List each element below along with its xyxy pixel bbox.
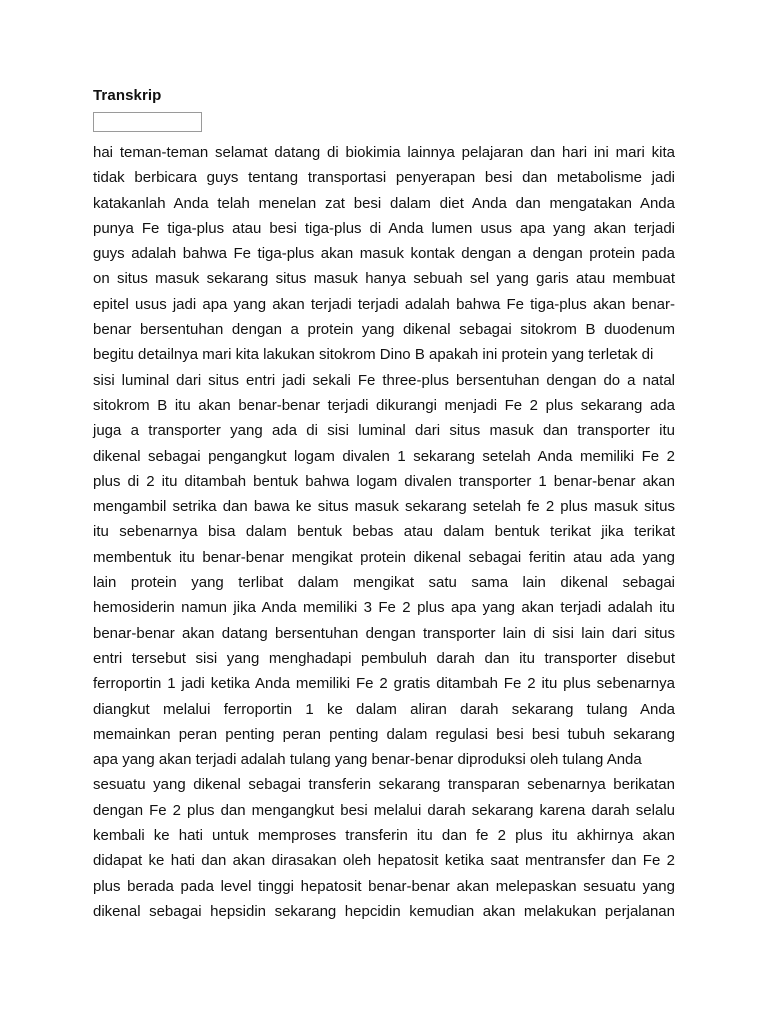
transcript-line: begitu detailnya mari kita lakukan sitokrom Dino B apakah ini protein yang terletak di [93,346,654,364]
transcript-line: hemosiderin namun jika Anda memiliki 3 Fe 2 plus apa yang akan terjadi adalah itu [93,599,675,617]
transcript-line: kembali ke hati untuk memproses transferin itu dan fe 2 plus itu akhirnya akan [93,827,675,845]
transcript-line: entri tersebut sisi yang menghadapi pembuluh darah dan itu transporter disebut [93,649,675,667]
transcript-body [93,140,675,924]
transcript-line: punya Fe tiga-plus atau besi tiga-plus di Anda lumen usus apa yang akan terjadi [93,219,675,237]
transcript-line: ferroportin 1 jadi ketika Anda memiliki Fe 2 gratis ditambah Fe 2 itu plus sebenarnya [93,675,675,693]
transcript-line: dengan Fe 2 plus dan mengangkut besi melalui darah sekarang karena darah selalu [93,801,675,819]
empty-field-box [93,112,202,132]
transcript-line: sitokrom B itu akan benar-benar terjadi dikurangi menjadi Fe 2 plus sekarang ada [93,396,675,414]
transcript-line: membentuk itu benar-benar mengikat protein dikenal sebagai feritin atau ada yang [93,548,675,566]
transcript-line: memainkan peran penting peran penting dalam regulasi besi besi tubuh sekarang [93,725,675,743]
transcript-line: guys adalah bahwa Fe tiga-plus akan masuk kontak dengan a dengan protein pada [93,245,675,263]
transcript-line: mengambil setrika dan bawa ke situs masuk sekarang setelah fe 2 plus masuk situs [93,498,675,516]
transcript-line: hai teman-teman selamat datang di biokimia lainnya pelajaran dan hari ini mari kita [93,144,675,161]
document-title: Transkrip [93,87,162,104]
transcript-line: apa yang akan terjadi adalah tulang yang benar-benar diproduksi oleh tulang Anda [93,751,642,769]
transcript-line: dikenal sebagai pengangkut logam divalen 1 sekarang setelah Anda memiliki Fe 2 [93,447,675,465]
transcript-line: plus di 2 itu ditambah bentuk bahwa logam divalen transporter 1 benar-benar akan [93,472,675,490]
transcript-line: dikenal sebagai hepsidin sekarang hepcidin kemudian akan melakukan perjalanan [93,902,675,920]
transcript-line: katakanlah Anda telah menelan zat besi dalam diet Anda dan mengatakan Anda [93,194,675,212]
transcript-line: lain protein yang terlibat dalam mengikat satu sama lain dikenal sebagai [93,574,675,592]
transcript-line: plus berada pada level tinggi hepatosit benar-benar akan melepaskan sesuatu yang [93,877,675,895]
transcript-line: tidak berbicara guys tentang transportasi penyerapan besi dan metabolisme jadi [93,169,675,187]
transcript-line: diangkut melalui ferroportin 1 ke dalam aliran darah sekarang tulang Anda [93,700,675,718]
transcript-line: itu sebenarnya bisa dalam bentuk bebas atau dalam bentuk terikat jika terikat [93,523,675,541]
transcript-line: epitel usus jadi apa yang akan terjadi terjadi adalah bahwa Fe tiga-plus akan benar- [93,295,675,313]
transcript-line: sesuatu yang dikenal sebagai transferin sekarang transparan sebenarnya berikatan [93,776,675,794]
transcript-line: juga a transporter yang ada di sisi luminal dari situs masuk dan transporter itu [93,422,675,440]
transcript-line: on situs masuk sekarang situs masuk hanya sebuah sel yang garis atau membuat [93,270,675,288]
transcript-line: didapat ke hati dan akan dirasakan oleh hepatosit ketika saat mentransfer dan Fe 2 [93,852,675,870]
transcript-line: benar-benar akan datang bersentuhan dengan transporter lain di sisi lain dari situs [93,624,675,642]
transcript-line: sisi luminal dari situs entri jadi sekali Fe three-plus bersentuhan dengan do a natal [93,371,675,389]
transcript-line: benar bersentuhan dengan a protein yang dikenal sebagai sitokrom B duodenum [93,321,675,339]
